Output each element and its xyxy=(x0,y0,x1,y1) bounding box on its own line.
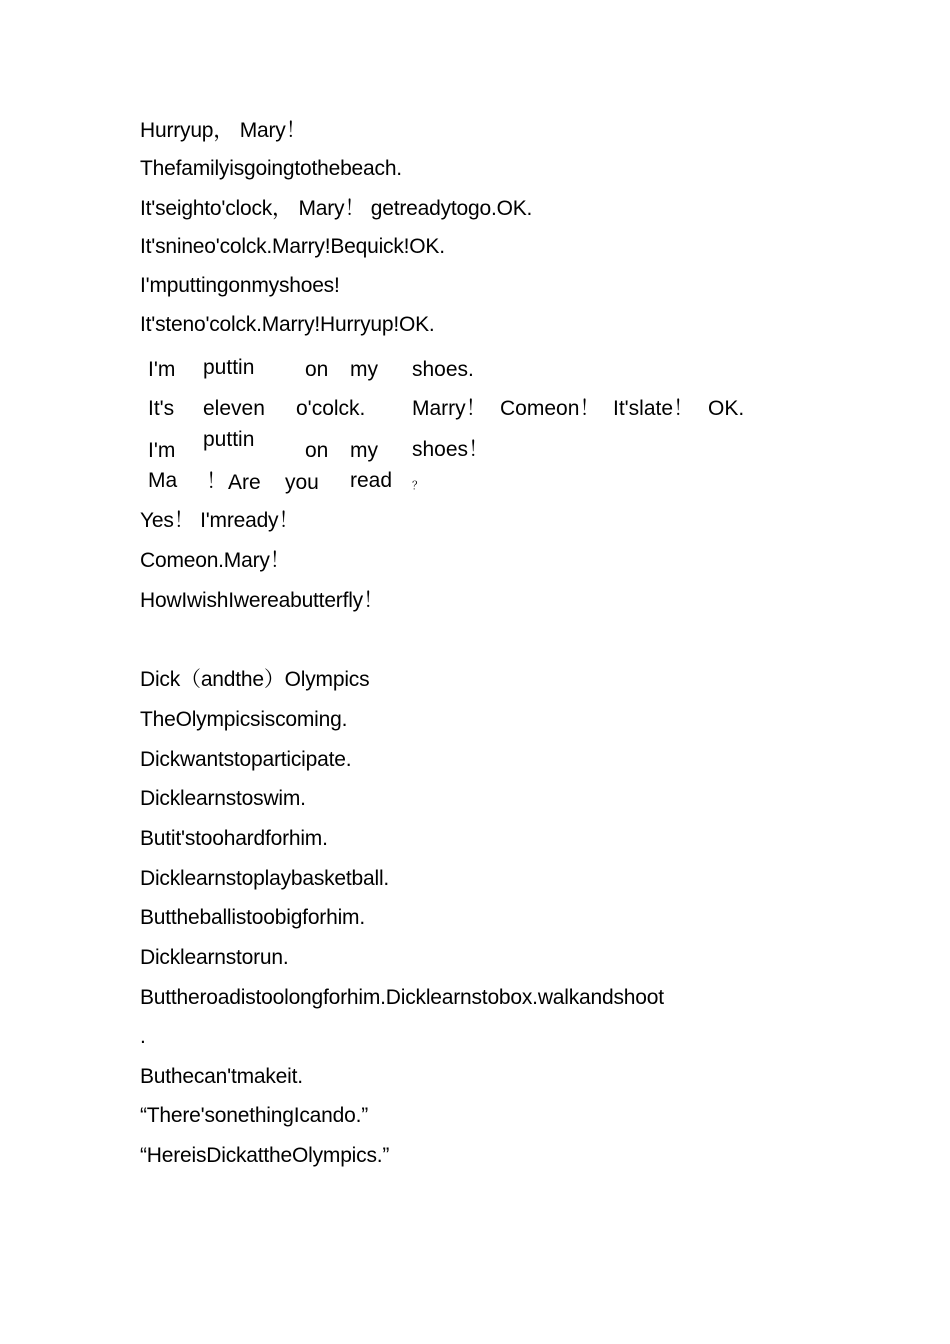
table-cell: Are xyxy=(228,471,261,494)
text-line: “HereisDickattheOlympics.” xyxy=(140,1144,390,1167)
table-cell: on xyxy=(305,358,329,381)
table-cell: Marry！ xyxy=(412,397,487,420)
table-cell: Comeon！ xyxy=(500,397,601,420)
table-cell: puttin xyxy=(203,356,255,379)
text-line: Buttheroadistoolongforhim.Dicklearnstobox.walkandshoot xyxy=(140,986,664,1009)
table-cell: shoes！ xyxy=(412,438,490,461)
text-line: It'seighto'clock， Mary！ getreadytogo.OK. xyxy=(140,197,533,220)
table-cell: ？ xyxy=(412,480,423,492)
text-line: Thefamilyisgoingtothebeach. xyxy=(140,157,402,180)
table-cell: It's xyxy=(148,397,175,420)
text-line: Comeon.Mary！ xyxy=(140,549,291,572)
text-line: TheOlympicsiscoming. xyxy=(140,708,348,731)
text-line: It'steno'colck.Marry!Hurryup!OK. xyxy=(140,313,435,336)
table-cell: my xyxy=(350,439,378,462)
table-cell: Ma xyxy=(148,469,178,492)
text-line: Yes！ I'mready！ xyxy=(140,509,300,532)
text-line: Dicklearnstorun. xyxy=(140,946,289,969)
table-cell: It'slate！ xyxy=(613,397,695,420)
text-line: Hurryup， Mary！ xyxy=(140,119,307,142)
table-cell: read xyxy=(350,469,393,492)
table-cell: puttin xyxy=(203,428,255,451)
text-line: It'snineo'colck.Marry!Bequick!OK. xyxy=(140,235,445,258)
text-line: Buttheballistoobigforhim. xyxy=(140,906,365,929)
text-line: Buthecan'tmakeit. xyxy=(140,1065,303,1088)
table-cell: on xyxy=(305,439,329,462)
text-line: “There'sonethingIcando.” xyxy=(140,1104,369,1127)
text-line: Dicklearnstoplaybasketball. xyxy=(140,867,390,890)
text-line: I'mputtingonmyshoes! xyxy=(140,274,340,297)
table-cell: OK. xyxy=(708,397,745,420)
table-cell: you xyxy=(285,471,319,494)
table-cell: I'm xyxy=(148,439,176,462)
table-cell: my xyxy=(350,358,378,381)
table-cell: o'colck. xyxy=(296,397,366,420)
text-line: HowIwishIwereabutterfly！ xyxy=(140,589,384,612)
text-line: Dicklearnstoswim. xyxy=(140,787,306,810)
table-cell: I'm xyxy=(148,358,176,381)
table-cell: eleven xyxy=(203,397,265,420)
table-cell: ！ xyxy=(206,470,227,493)
text-line: Dick（andthe）Olympics xyxy=(140,668,370,691)
text-line: Dickwantstoparticipate. xyxy=(140,748,352,771)
text-line: Butit'stoohardforhim. xyxy=(140,827,328,850)
text-line: . xyxy=(140,1025,146,1048)
table-cell: shoes. xyxy=(412,358,474,381)
